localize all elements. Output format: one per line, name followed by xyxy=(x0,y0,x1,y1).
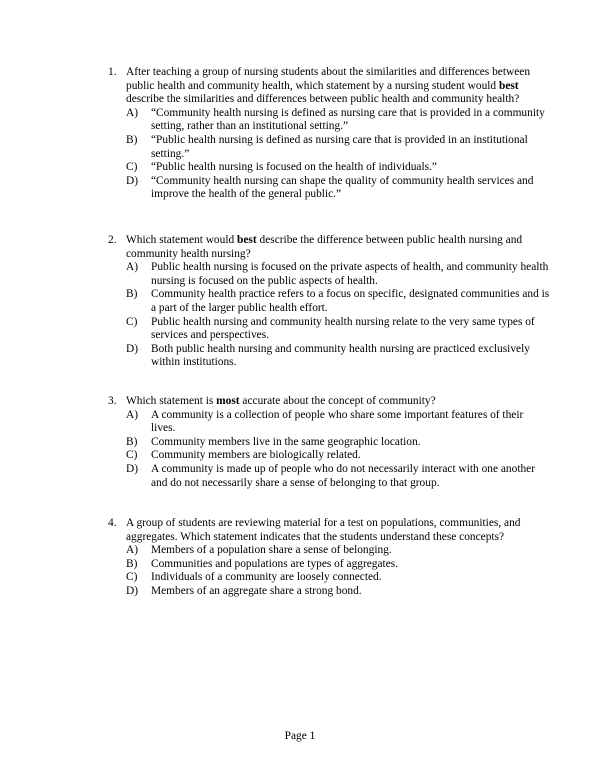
answer-options xyxy=(126,261,550,370)
question-stem: After teaching a group of nursing students about the similarities and differences between public health and community health, which statement by a nursing student would best describe the similarities and differences between public health and community health? xyxy=(126,66,531,106)
question-4 xyxy=(108,517,550,599)
option-b: B) Community members live in the same geographic location. xyxy=(126,435,421,448)
question-stem: Which statement would best describe the difference between public health nursing and community health nursing? xyxy=(126,234,523,260)
option-c: C) Public health nursing and community health nursing relate to the very same types of services and perspectives. xyxy=(126,315,535,342)
option-a: A) “Community health nursing is defined as nursing care that is provided in a community setting, rather than an institutional setting.” xyxy=(126,106,545,133)
option-b: B) “Public health nursing is defined as nursing care that is provided in an institutional setting.” xyxy=(126,133,528,160)
question-number: 1. xyxy=(108,66,117,78)
option-c: C) Community members are biologically related. xyxy=(126,449,361,462)
option-b: B) Communities and populations are types of aggregates. xyxy=(126,557,399,570)
question-stem: Which statement is most accurate about the concept of community? xyxy=(126,395,436,407)
answer-options xyxy=(126,544,550,598)
answer-options xyxy=(126,409,550,491)
question-2 xyxy=(108,234,550,370)
option-a: A) Public health nursing is focused on the private aspects of health, and community health nursing is focused on the public aspects of health. xyxy=(126,261,549,287)
option-b: B) Community health practice refers to a focus on specific, designated communities and is a part of the larger public health effort. xyxy=(126,288,550,314)
question-number: 4. xyxy=(108,517,117,529)
question-3 xyxy=(108,395,550,490)
page-number: Page 1 xyxy=(284,730,316,742)
option-c: C) Individuals of a community are loosely connected. xyxy=(126,571,382,584)
option-d: D) A community is made up of people who do not necessarily interact with one another and do not necessarily share a sense of belonging to that group. xyxy=(126,462,536,489)
question-1 xyxy=(108,66,550,202)
option-a: A) A community is a collection of people who share some important features of their lives. xyxy=(126,408,524,435)
option-d: D) Both public health nursing and community health nursing are practiced exclusively within institutions. xyxy=(126,342,530,369)
option-c: C) “Public health nursing is focused on the health of individuals.” xyxy=(126,161,437,174)
option-d: D) Members of an aggregate share a strong bond. xyxy=(126,584,362,597)
answer-options xyxy=(126,107,550,202)
option-d: D) “Community health nursing can shape the quality of community health services and improve the health of the general public.” xyxy=(126,174,534,201)
option-a: A) Members of a population share a sense of belonging. xyxy=(126,544,392,557)
question-number: 3. xyxy=(108,395,117,407)
question-stem: A group of students are reviewing material for a test on populations, communities, and aggregates. Which statement indicates that the students understand these concepts? xyxy=(126,517,521,543)
question-number: 2. xyxy=(108,234,117,246)
